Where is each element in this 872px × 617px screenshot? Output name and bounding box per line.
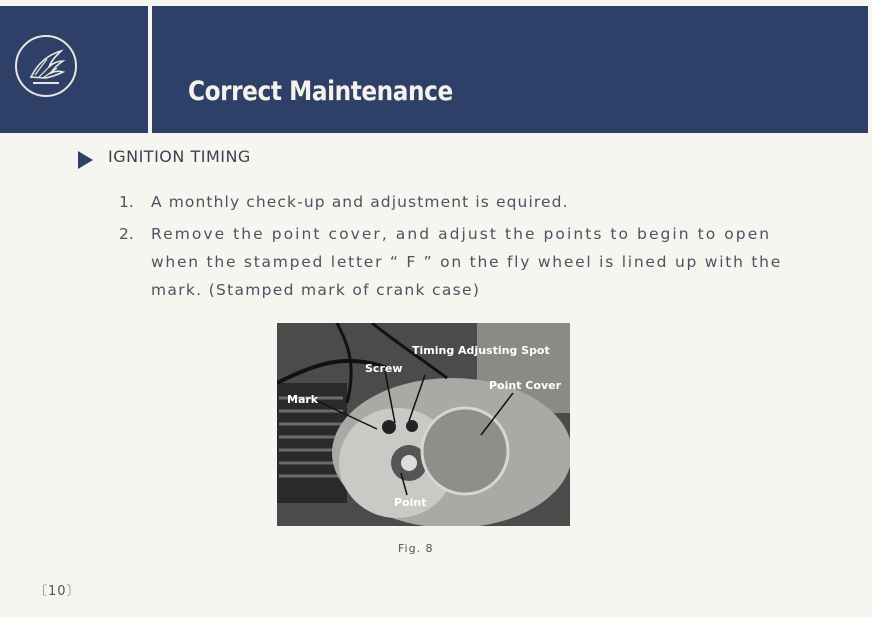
engine-photo (277, 323, 570, 526)
label-point: Point (394, 496, 427, 509)
honda-wing-icon (15, 35, 77, 97)
page-title: Correct Maintenance (188, 76, 453, 107)
banner-divider (148, 6, 152, 133)
list-item: A monthly check-up and adjustment is equired. (151, 193, 569, 211)
label-mark: Mark (287, 393, 319, 406)
label-timing-spot: Timing Adjusting Spot (412, 344, 550, 357)
item-number: 1. (119, 193, 134, 211)
figure-caption: Fig. 8 (398, 542, 434, 555)
item-number: 2. (119, 225, 134, 243)
page-number: 〔10〕 (34, 584, 81, 599)
label-point-cover: Point Cover (489, 379, 561, 392)
triangle-right-icon (78, 151, 93, 169)
label-screw: Screw (365, 362, 403, 375)
list-item: Remove the point cover, and adjust the points to begin to open (151, 225, 772, 243)
section-title: IGNITION TIMING (108, 147, 251, 166)
header-banner (0, 6, 868, 133)
list-item: when the stamped letter “ F ” on the fly wheel is lined up with the (151, 253, 783, 271)
list-item: mark. (Stamped mark of crank case) (151, 281, 481, 299)
